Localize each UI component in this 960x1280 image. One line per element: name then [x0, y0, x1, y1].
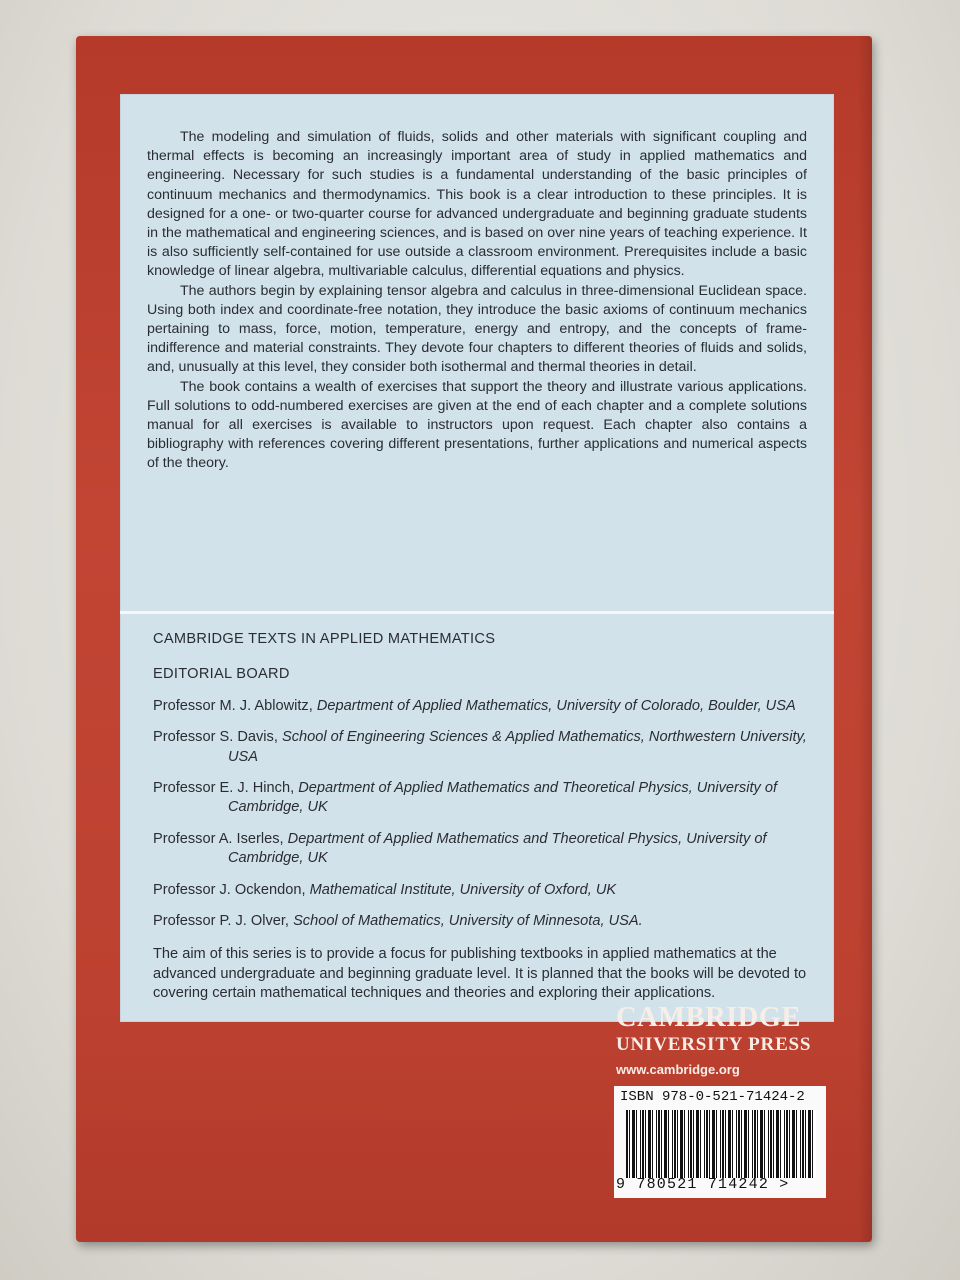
series-info	[153, 630, 813, 1018]
barcode-bars	[626, 1110, 816, 1178]
series-title: CAMBRIDGE TEXTS IN APPLIED MATHEMATICS	[153, 631, 496, 647]
blurb-paragraph-2: The authors begin by explaining tensor algebra and calculus in three-dimensional Euclidean space. Using both index and coordinate-free notation, they introduce the basic axioms of continuum mechanics pertaining to mass, force, motion, temperature, energy and entropy, and the concepts of frame-indifference and material constraints. They devote four chapters to different theories of fluids and solids, and, unusually at this level, they consider both isothermal and thermal theories in detail.	[147, 282, 807, 376]
board-member	[153, 779, 813, 818]
board-member	[153, 697, 813, 716]
member-name: Professor M. J. Ablowitz,	[153, 697, 313, 714]
member-affiliation: Department of Applied Mathematics and Theoretical Physics, University of Cambridge, UK	[228, 830, 767, 867]
board-member	[153, 728, 813, 767]
publisher-url: www.cambridge.org	[616, 1062, 740, 1077]
barcode-digits: 9 780521 714242 >	[616, 1176, 790, 1193]
member-name: Professor J. Ockendon,	[153, 881, 306, 898]
member-name: Professor A. Iserles,	[153, 830, 284, 847]
series-aim: The aim of this series is to provide a focus for publishing textbooks in applied mathematics at the advanced undergraduate and beginning graduate level. It is planned that the books will be devoted to covering certain mathematical techniques and theories and exploring their applications.	[153, 946, 807, 1002]
blurb-paragraph-1: The modeling and simulation of fluids, solids and other materials with significant coupling and thermal effects is becoming an increasingly important area of study in applied mathematics and engineering. Necessary for such studies is a fundamental understanding of the basic principles of continuum mechanics and thermodynamics. This book is a clear introduction to these principles. It is designed for a one- or two-quarter course for advanced undergraduate and beginning graduate students in the mathematical and engineering sciences, and is based on over nine years of teaching experience. It is also sufficiently self-contained for use outside a classroom environment. Prerequisites include a basic knowledge of linear algebra, multivariable calculus, differential equations and physics.	[147, 129, 807, 280]
member-name: Professor P. J. Olver,	[153, 913, 289, 930]
barcode-label	[614, 1086, 826, 1198]
member-name: Professor S. Davis,	[153, 729, 278, 746]
publisher-name: CAMBRIDGE	[616, 1002, 802, 1033]
book-blurb	[147, 128, 807, 474]
panel-divider	[120, 611, 834, 614]
publisher-logo	[616, 1002, 836, 1077]
member-affiliation: School of Engineering Sciences & Applied Mathematics, Northwestern University, USA	[228, 729, 807, 765]
publisher-subname: UNIVERSITY PRESS	[616, 1034, 812, 1055]
member-name: Professor E. J. Hinch,	[153, 780, 295, 797]
book-back-cover	[76, 36, 872, 1242]
member-affiliation: Mathematical Institute, University of Oxford, UK	[309, 881, 617, 898]
isbn-text: ISBN 978-0-521-71424-2	[620, 1089, 805, 1105]
editorial-board-title: EDITORIAL BOARD	[153, 666, 290, 683]
description-panel	[120, 94, 834, 1022]
blurb-paragraph-3: The book contains a wealth of exercises that support the theory and illustrate various applications. Full solutions to odd-numbered exercises are given at the end of each chapter and a complete solutions manual for all exercises is available to instructors upon request. Each chapter also contains a bibliography with references covering different presentations, further applications and numerical aspects of the theory.	[147, 378, 807, 472]
member-affiliation: School of Mathematics, University of Minnesota, USA.	[293, 913, 643, 930]
board-member	[153, 881, 813, 900]
board-member	[153, 912, 813, 931]
member-affiliation: Department of Applied Mathematics, University of Colorado, Boulder, USA	[316, 697, 796, 714]
board-member	[153, 830, 813, 869]
member-affiliation: Department of Applied Mathematics and Theoretical Physics, University of Cambridge, UK	[228, 780, 778, 816]
